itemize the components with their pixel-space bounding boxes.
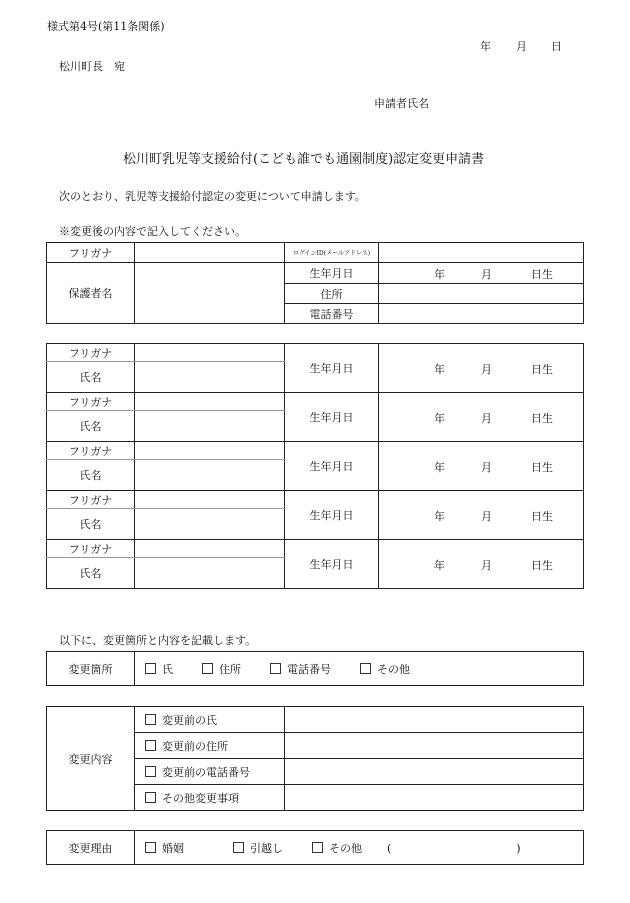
change-reason-options (135, 831, 584, 865)
child-birth-year: 年 (434, 412, 445, 425)
checkbox-icon (145, 740, 156, 751)
guardian-furigana-label: フリガナ (47, 243, 135, 263)
child-birth-label: 生年月日 (285, 393, 379, 442)
checkbox-icon (312, 842, 323, 853)
prev-name-field[interactable] (285, 707, 584, 733)
child-furigana-field[interactable] (135, 393, 285, 411)
child-birth-day: 日生 (531, 559, 553, 572)
child-birth-day: 日生 (531, 461, 553, 474)
child-birth-month: 月 (481, 510, 492, 523)
child-name-field[interactable] (135, 362, 285, 393)
children-table (46, 343, 584, 589)
guardian-phone-field[interactable] (379, 304, 584, 324)
child-birth-field[interactable] (379, 491, 584, 540)
change-content-label: 変更内容 (47, 707, 135, 811)
guardian-birth-month: 月 (481, 268, 492, 281)
change-reason-label: 変更理由 (47, 831, 135, 865)
child-birth-year: 年 (434, 559, 445, 572)
note-text: ※変更後の内容で記入してください。 (59, 225, 246, 238)
changes-intro: 以下に、変更箇所と内容を記載します。 (59, 634, 257, 647)
child-row (47, 442, 584, 460)
checkbox-other[interactable]: その他 (360, 663, 410, 676)
child-row (47, 344, 584, 362)
date-month: 月 (516, 40, 527, 53)
checkbox-other-changes[interactable]: その他変更事項 (135, 785, 285, 811)
child-name-label: 氏名 (47, 411, 135, 442)
child-row (47, 540, 584, 558)
checkbox-marriage[interactable]: 婚姻 (145, 842, 184, 855)
child-furigana-label: フリガナ (47, 540, 135, 558)
child-furigana-label: フリガナ (47, 393, 135, 411)
child-birth-month: 月 (481, 559, 492, 572)
paren-open: ( (387, 841, 392, 855)
child-birth-label: 生年月日 (285, 491, 379, 540)
guardian-birth-label: 生年月日 (285, 263, 379, 284)
checkbox-reason-other[interactable]: その他 (312, 842, 362, 855)
child-name-label: 氏名 (47, 509, 135, 540)
guardian-name-label: 保護者名 (47, 263, 135, 324)
child-birth-year: 年 (434, 461, 445, 474)
guardian-address-field[interactable] (379, 284, 584, 304)
applicant-name-label: 申請者氏名 (374, 97, 429, 110)
child-birth-field[interactable] (379, 442, 584, 491)
guardian-furigana-field[interactable] (135, 243, 285, 263)
checkbox-icon (270, 663, 281, 674)
child-name-field[interactable] (135, 411, 285, 442)
child-birth-label: 生年月日 (285, 540, 379, 589)
child-birth-field[interactable] (379, 344, 584, 393)
child-name-field[interactable] (135, 460, 285, 491)
guardian-name-field[interactable] (135, 263, 285, 324)
guardian-birth-day: 日生 (531, 268, 553, 281)
child-name-field[interactable] (135, 509, 285, 540)
child-birth-label: 生年月日 (285, 344, 379, 393)
change-reason-table (46, 830, 584, 865)
child-birth-month: 月 (481, 363, 492, 376)
checkbox-moving[interactable]: 引越し (233, 842, 283, 855)
login-id-label: ログインID(メールアドレス) (285, 243, 379, 263)
checkbox-phone[interactable]: 電話番号 (270, 663, 331, 676)
child-row (47, 393, 584, 411)
child-furigana-field[interactable] (135, 491, 285, 509)
child-birth-year: 年 (434, 363, 445, 376)
page-title: 松川町乳児等支援給付(こども誰でも通園制度)認定変更申請書 (123, 152, 485, 167)
checkbox-icon (233, 842, 244, 853)
guardian-table (46, 242, 584, 324)
child-row (47, 491, 584, 509)
prev-phone-field[interactable] (285, 759, 584, 785)
child-furigana-label: フリガナ (47, 344, 135, 362)
paren-close: ) (516, 841, 521, 855)
checkbox-prev-phone[interactable]: 変更前の電話番号 (135, 759, 285, 785)
date-day: 日 (551, 40, 562, 53)
child-furigana-field[interactable] (135, 344, 285, 362)
child-birth-month: 月 (481, 461, 492, 474)
child-birth-day: 日生 (531, 412, 553, 425)
child-furigana-field[interactable] (135, 540, 285, 558)
child-furigana-label: フリガナ (47, 442, 135, 460)
checkbox-address[interactable]: 住所 (202, 663, 241, 676)
checkbox-icon (145, 714, 156, 725)
checkbox-icon (145, 663, 156, 674)
checkbox-icon (145, 792, 156, 803)
child-birth-year: 年 (434, 510, 445, 523)
child-name-label: 氏名 (47, 460, 135, 491)
date-year: 年 (480, 40, 491, 53)
checkbox-icon (202, 663, 213, 674)
child-birth-field[interactable] (379, 540, 584, 589)
child-birth-month: 月 (481, 412, 492, 425)
form-number: 様式第4号(第11条関係) (47, 20, 165, 33)
child-furigana-field[interactable] (135, 442, 285, 460)
child-birth-field[interactable] (379, 393, 584, 442)
child-birth-day: 日生 (531, 363, 553, 376)
child-name-label: 氏名 (47, 362, 135, 393)
change-location-options (135, 652, 584, 686)
prev-address-field[interactable] (285, 733, 584, 759)
change-content-table (46, 706, 584, 811)
child-name-label: 氏名 (47, 558, 135, 589)
guardian-birth-field[interactable] (379, 263, 584, 284)
checkbox-icon (145, 842, 156, 853)
guardian-address-label: 住所 (285, 284, 379, 304)
checkbox-prev-address[interactable]: 変更前の住所 (135, 733, 285, 759)
checkbox-icon (360, 663, 371, 674)
checkbox-name[interactable]: 氏 (145, 663, 173, 676)
checkbox-icon (145, 766, 156, 777)
child-birth-day: 日生 (531, 510, 553, 523)
child-birth-label: 生年月日 (285, 442, 379, 491)
child-furigana-label: フリガナ (47, 491, 135, 509)
guardian-phone-label: 電話番号 (285, 304, 379, 324)
guardian-birth-year: 年 (434, 268, 445, 281)
child-name-field[interactable] (135, 558, 285, 589)
login-id-field[interactable] (379, 243, 584, 263)
checkbox-prev-name[interactable]: 変更前の氏 (135, 707, 285, 733)
change-location-label: 変更箇所 (47, 652, 135, 686)
addressee: 松川町長 宛 (59, 60, 125, 73)
other-changes-field[interactable] (285, 785, 584, 811)
change-location-table (46, 651, 584, 686)
intro-text: 次のとおり、乳児等支援給付認定の変更について申請します。 (59, 190, 366, 203)
